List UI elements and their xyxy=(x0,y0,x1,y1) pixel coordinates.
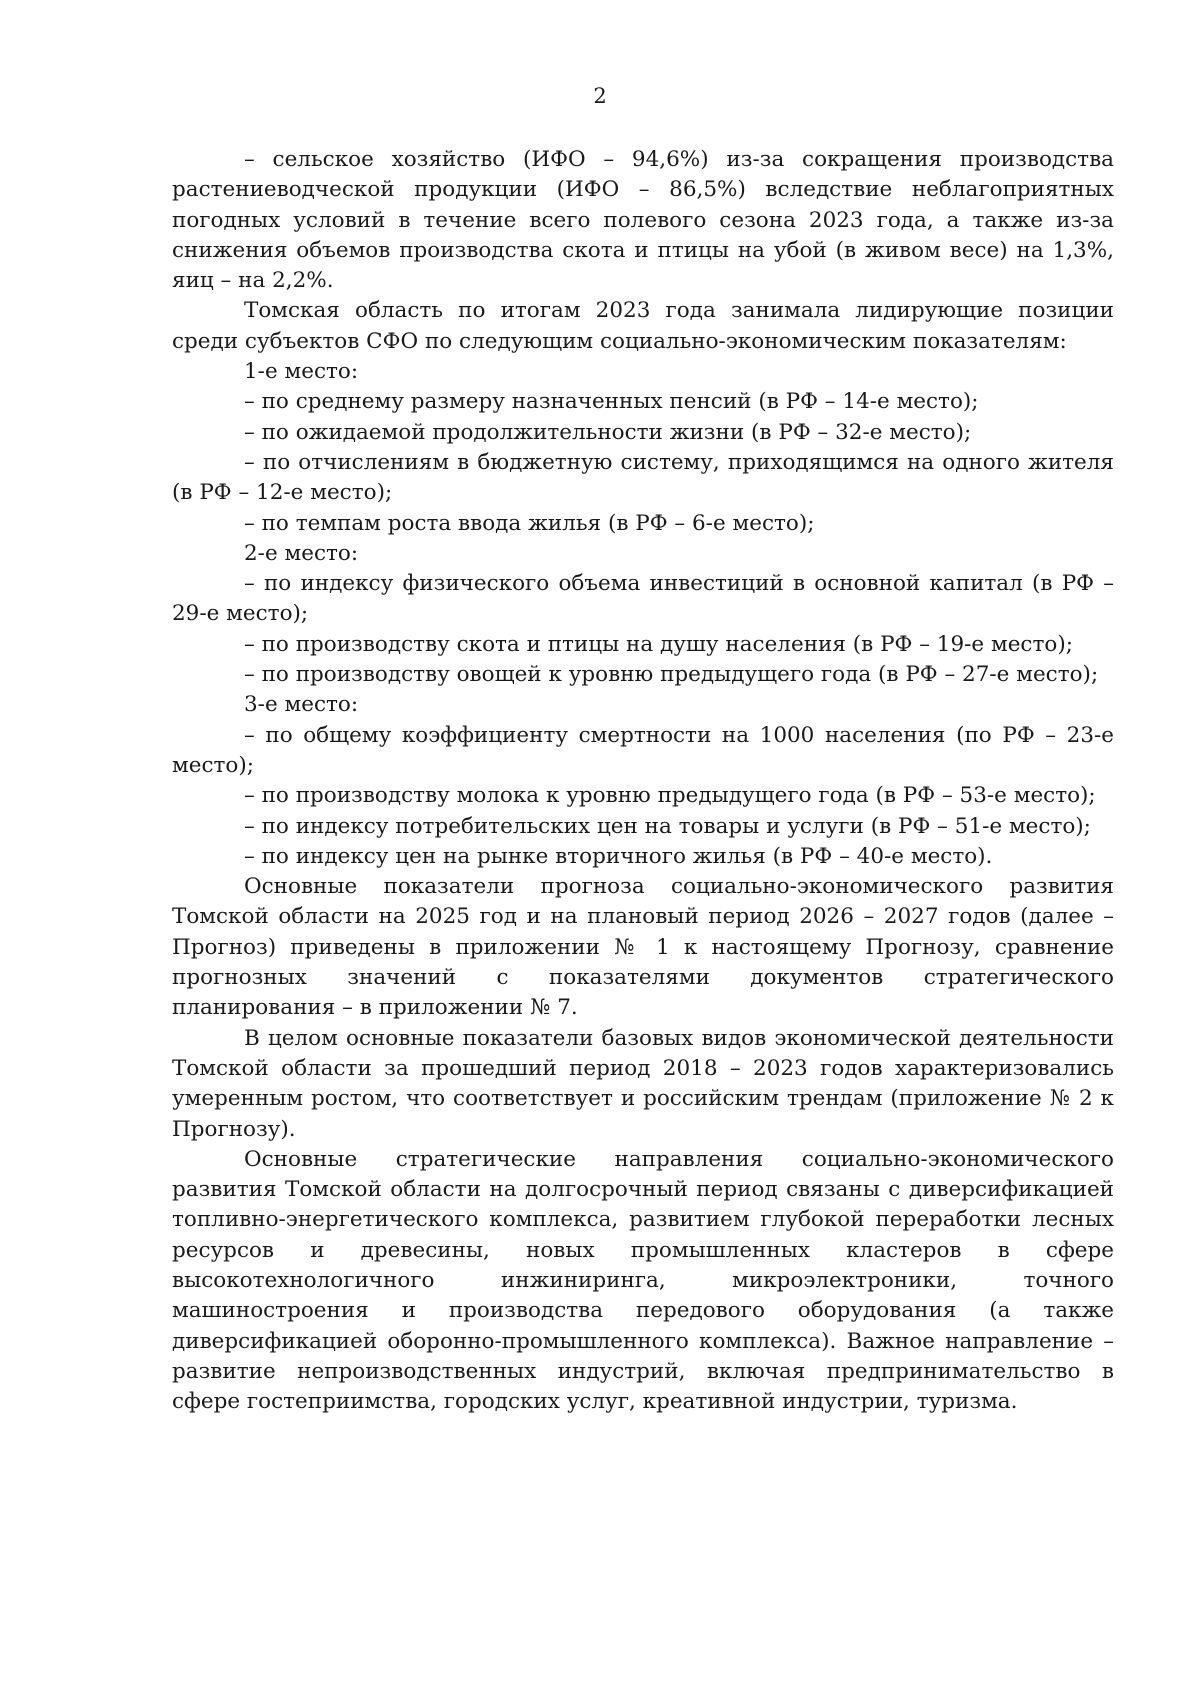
list-item: – по среднему размеру назначенных пенсий (в РФ – 14-е место); xyxy=(244,389,979,415)
list-item: – по индексу потребительских цен на товары и услуги (в РФ – 51-е место); xyxy=(244,813,1091,839)
document-body xyxy=(172,145,1114,1417)
heading-second-place: 2-е место: xyxy=(244,540,359,566)
paragraph-leading-positions: Томская область по итогам 2023 года занимала лидирующие позиции среди субъектов СФО по следующим социально-экономическим показателям: xyxy=(172,298,1114,354)
paragraph-economic-trends: В целом основные показатели базовых видов экономической деятельности Томской области за прошедший период 2018 – 2023 годов характеризовались умеренным ростом, что соответствует и российским трендам (приложение № 2 к Прогнозу). xyxy=(172,1025,1114,1142)
paragraph-agriculture: – сельское хозяйство (ИФО – 94,6%) из-за сокращения производства растениеводческой продукции (ИФО – 86,5%) вследствие неблагоприятных погодных условий в течение всего полевого сезона 2023 года, а также из-за снижения объемов производства скота и птицы на убой (в живом весе) на 1,3%, яиц – на 2,2%. xyxy=(172,147,1114,294)
list-item: – по ожидаемой продолжительности жизни (в РФ – 32-е место); xyxy=(244,419,972,445)
heading-first-place: 1-е место: xyxy=(244,359,359,385)
list-item: – по отчислениям в бюджетную систему, приходящимся на одного жителя (в РФ – 12-е место); xyxy=(172,449,1114,506)
list-item: – по производству овощей к уровню предыдущего года (в РФ – 27-е место); xyxy=(244,662,1099,688)
list-item: – по индексу цен на рынке вторичного жилья (в РФ – 40-е место). xyxy=(244,843,993,869)
list-item: – по общему коэффициенту смертности на 1000 населения (по РФ – 23-е место); xyxy=(172,722,1114,778)
list-item: – по производству скота и птицы на душу населения (в РФ – 19-е место); xyxy=(244,631,1073,657)
paragraph-strategic-directions: Основные стратегические направления социально-экономического развития Томской области на долгосрочный период связаны с диверсификацией топливно-энергетического комплекса, развитием глубокой переработки лесных ресурсов и древесины, новых промышленных кластеров в сфере высокотехнологичного инжиниринга, микроэлектроники, точного машиностроения и производства передового оборудования (а также диверсификацией оборонно-промышленного комплекса). Важное направление – развитие непроизводственных индустрий, включая предпринимательство в сфере гостеприимства, городских услуг, креативной индустрии, туризма. xyxy=(172,1146,1114,1415)
list-item: – по индексу физического объема инвестиций в основной капитал (в РФ – 29-е место); xyxy=(172,571,1114,627)
list-item: – по производству молока к уровню предыдущего года (в РФ – 53-е место); xyxy=(244,783,1096,809)
list-item: – по темпам роста ввода жилья (в РФ – 6-е место); xyxy=(244,510,815,536)
heading-third-place: 3-е место: xyxy=(244,692,359,718)
paragraph-forecast-indicators: Основные показатели прогноза социально-экономического развития Томской области на 2025 год и на плановый период 2026 – 2027 годов (далее – Прогноз) приведены в приложении № 1 к настоящему Прогнозу, сравнение прогнозных значений с показателями документов стратегического планирования – в приложении № 7. xyxy=(172,874,1114,1021)
page-number: 2 xyxy=(593,84,607,108)
